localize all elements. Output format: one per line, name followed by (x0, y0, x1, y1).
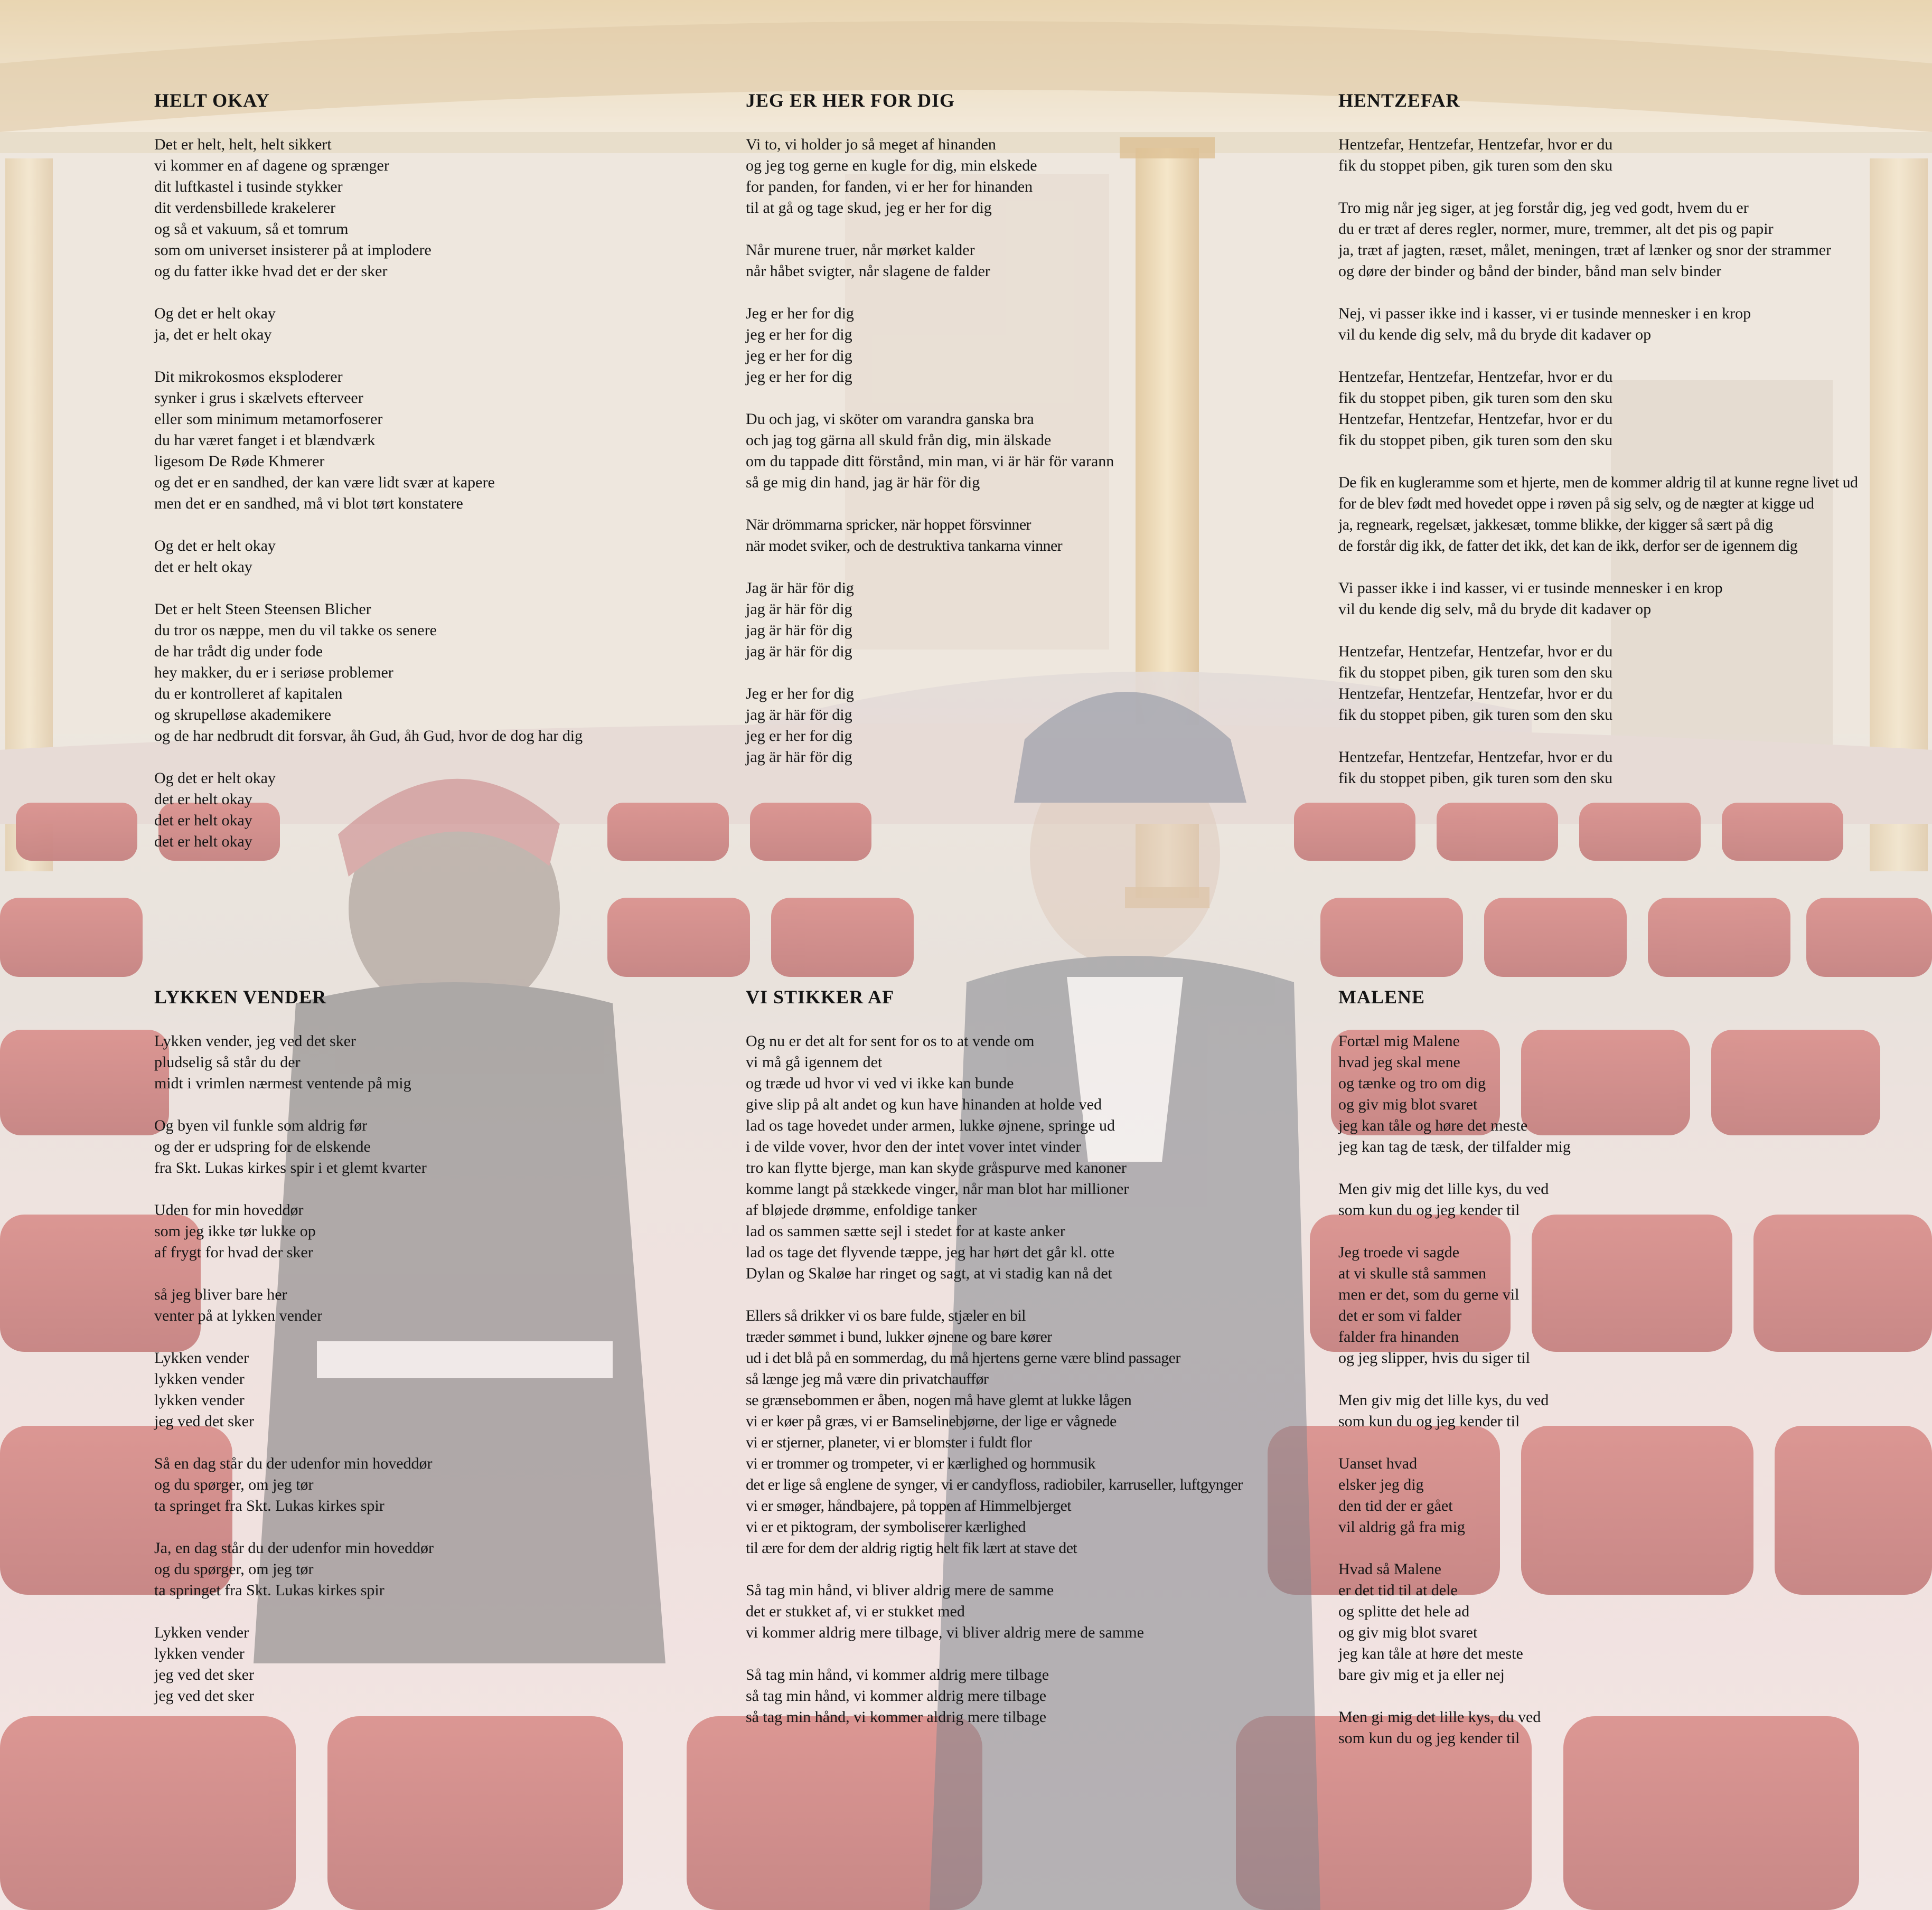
lyric-line: så tag min hånd, vi kommer aldrig mere tilbage (746, 1708, 1047, 1726)
lyric-line: ligesom De Røde Khmerer (154, 453, 325, 470)
lyric-line: så længe jeg må være din privatchauffør (746, 1370, 989, 1388)
lyric-line: og skrupelløse akademikere (154, 706, 331, 723)
lyric-line: ta springet fra Skt. Lukas kirkes spir (154, 1582, 384, 1599)
lyric-line: jeg ved det sker (154, 1413, 255, 1430)
song-title: VI STIKKER AF (746, 986, 895, 1008)
lyric-line: Hentzefar, Hentzefar, Hentzefar, hvor er du (1338, 643, 1613, 660)
lyric-line: lykken vender (154, 1391, 245, 1409)
song-helt-okay (154, 89, 735, 873)
lyric-line: Men gi mig det lille kys, du ved (1338, 1708, 1541, 1726)
lyric-line: Så en dag står du der udenfor min hoveddør (154, 1455, 433, 1472)
stanza (746, 1031, 1327, 1284)
stanza (746, 240, 1327, 282)
lyric-line: hvad jeg skal mene (1338, 1053, 1460, 1071)
lyric-line: midt i vrimlen nærmest ventende på mig (154, 1075, 411, 1092)
lyric-line: du tror os næppe, men du vil takke os senere (154, 622, 437, 639)
lyric-line: og du spørger, om jeg tør (154, 1560, 314, 1578)
stanza (1338, 641, 1919, 726)
song-malene (1338, 985, 1919, 1770)
lyric-line: den tid der er gået (1338, 1497, 1453, 1514)
lyric-line: men er det, som du gerne vil (1338, 1286, 1520, 1303)
lyric-line: og splitte det hele ad (1338, 1603, 1470, 1620)
lyric-line: Så tag min hånd, vi bliver aldrig mere de samme (746, 1582, 1054, 1599)
lyric-line: det er stukket af, vi er stukket med (746, 1603, 965, 1620)
lyric-line: og jeg tog gerne en kugle for dig, min elskede (746, 157, 1037, 174)
lyric-line: det er helt okay (154, 812, 252, 829)
lyric-line: vi er smøger, håndbajere, på toppen af Himmelbjerget (746, 1497, 1071, 1514)
lyric-line: som kun du og jeg kender til (1338, 1413, 1520, 1430)
lyric-line: så tag min hånd, vi kommer aldrig mere tilbage (746, 1687, 1047, 1705)
stanza (746, 134, 1327, 219)
lyric-line: jeg kan tag de tæsk, der tilfalder mig (1338, 1138, 1571, 1155)
lyric-line: jag är här för dig (746, 643, 852, 660)
stanza (154, 1348, 735, 1432)
lyric-line: vil du kende dig selv, må du bryde dit kadaver op (1338, 326, 1652, 343)
lyric-line: og giv mig blot svaret (1338, 1096, 1478, 1113)
stanza (1338, 578, 1919, 620)
lyric-line: Hentzefar, Hentzefar, Hentzefar, hvor er du (1338, 368, 1613, 385)
lyric-line: træder sømmet i bund, lukker øjnene og bare kører (746, 1328, 1052, 1346)
lyric-line: Lykken vender (154, 1624, 249, 1641)
stanza (1338, 1031, 1919, 1158)
lyric-line: vi er stjerner, planeter, vi er blomster i fuldt flor (746, 1434, 1032, 1451)
lyric-line: og giv mig blot svaret (1338, 1624, 1478, 1641)
lyric-line: fik du stoppet piben, gik turen som den sku (1338, 157, 1613, 174)
lyric-line: og du spørger, om jeg tør (154, 1476, 314, 1493)
lyric-line: til at gå og tage skud, jeg er her for dig (746, 199, 992, 217)
lyric-line: Hvad så Malene (1338, 1560, 1441, 1578)
song-vi-stikker-af (746, 985, 1327, 1749)
lyric-line: jag är här för dig (746, 622, 852, 639)
lyric-line: du er træt af deres regler, normer, mure, tremmer, alt det pis og papir (1338, 220, 1774, 238)
lyric-line: og du fatter ikke hvad det er der sker (154, 262, 388, 280)
lyric-line: Men giv mig det lille kys, du ved (1338, 1391, 1549, 1409)
stanza (746, 1664, 1327, 1728)
lyric-line: Og nu er det alt for sent for os to at vende om (746, 1032, 1035, 1050)
lyric-line: jeg er her for dig (746, 326, 852, 343)
lyric-line: dit verdensbillede krakelerer (154, 199, 336, 217)
lyric-line: som om universet insisterer på at implodere (154, 241, 432, 259)
stanza (1338, 134, 1919, 176)
lyric-line: og så et vakuum, så et tomrum (154, 220, 349, 238)
stanza (1338, 747, 1919, 789)
lyric-line: och jag tog gärna all skuld från dig, min älskade (746, 431, 1052, 449)
lyric-line: Ellers så drikker vi os bare fulde, stjæler en bil (746, 1307, 1026, 1324)
stanza (154, 366, 735, 514)
lyric-line: er det tid til at dele (1338, 1582, 1458, 1599)
song-title: MALENE (1338, 986, 1425, 1008)
stanza (1338, 1242, 1919, 1369)
lyric-line: Og byen vil funkle som aldrig før (154, 1117, 368, 1134)
lyric-line: vi er trommer og trompeter, vi er kærlighed og hornmusik (746, 1455, 1095, 1472)
lyric-line: Tro mig når jeg siger, at jeg forstår dig, jeg ved godt, hvem du er (1338, 199, 1749, 217)
lyric-line: som jeg ikke tør lukke op (154, 1222, 316, 1240)
lyric-line: Så tag min hånd, vi kommer aldrig mere tilbage (746, 1666, 1049, 1683)
song-jeg-er-her-for-dig (746, 89, 1327, 789)
lyric-line: falder fra hinanden (1338, 1328, 1459, 1346)
lyric-line: Lykken vender (154, 1349, 249, 1367)
lyric-line: Dit mikrokosmos eksploderer (154, 368, 343, 385)
lyric-line: vil du kende dig selv, må du bryde dit kadaver op (1338, 600, 1652, 618)
lyric-line: de forstår dig ikk, de fatter det ikk, det kan de ikk, derfor ser de igennem dig (1338, 537, 1798, 554)
lyric-line: i de vilde vover, hvor den der intet vover intet vinder (746, 1138, 1081, 1155)
lyric-line: Dylan og Skaløe har ringet og sagt, at vi stadig kan nå det (746, 1265, 1112, 1282)
lyric-line: jag är här för dig (746, 600, 852, 618)
lyric-line: de har trådt dig under fode (154, 643, 323, 660)
lyric-line: og træde ud hvor vi ved vi ikke kan bunde (746, 1075, 1014, 1092)
lyric-line: fik du stoppet piben, gik turen som den sku (1338, 389, 1613, 407)
lyric-line: pludselig så står du der (154, 1053, 301, 1071)
lyric-line: elsker jeg dig (1338, 1476, 1424, 1493)
lyric-line: fik du stoppet piben, gik turen som den sku (1338, 664, 1613, 681)
lyric-line: til ære for dem der aldrig rigtig helt fik lært at stave det (746, 1539, 1077, 1557)
lyric-line: Hentzefar, Hentzefar, Hentzefar, hvor er du (1338, 748, 1613, 766)
lyric-line: som kun du og jeg kender til (1338, 1201, 1520, 1219)
lyric-line: Lykken vender, jeg ved det sker (154, 1032, 357, 1050)
lyric-line: jeg er her for dig (746, 368, 852, 385)
lyric-line: for de blev født med hovedet oppe i røven på sig selv, og de nægter at kigge ud (1338, 495, 1814, 512)
lyric-line: jeg kan tåle og høre det meste (1338, 1117, 1528, 1134)
lyric-line: lykken vender (154, 1370, 245, 1388)
lyric-line: ja, det er helt okay (154, 326, 272, 343)
stanza (1338, 1559, 1919, 1686)
stanza (1338, 1179, 1919, 1221)
lyric-line: vi må gå igennem det (746, 1053, 883, 1071)
lyric-line: Jeg er her for dig (746, 305, 854, 322)
lyric-line: lad os sammen sætte sejl i stedet for at kaste anker (746, 1222, 1065, 1240)
lyric-line: og jeg slipper, hvis du siger til (1338, 1349, 1530, 1367)
lyric-line: ta springet fra Skt. Lukas kirkes spir (154, 1497, 384, 1514)
lyric-line: det er som vi falder (1338, 1307, 1462, 1324)
lyric-line: og døre der binder og bånd der binder, bånd man selv binder (1338, 262, 1722, 280)
lyric-line: Og det er helt okay (154, 537, 276, 554)
lyric-line: Uden for min hoveddør (154, 1201, 304, 1219)
lyric-line: hey makker, du er i seriøse problemer (154, 664, 393, 681)
lyric-line: ud i det blå på en sommerdag, du må hjertens gerne være blind passager (746, 1349, 1180, 1367)
stanza (1338, 303, 1919, 345)
lyric-line: Og det er helt okay (154, 305, 276, 322)
lyric-line: og det er en sandhed, der kan være lidt svær at kapere (154, 474, 495, 491)
lyric-line: Og det er helt okay (154, 769, 276, 787)
song-title: LYKKEN VENDER (154, 986, 327, 1008)
lyric-line: men det er en sandhed, må vi blot tørt konstatere (154, 495, 463, 512)
lyric-line: ja, træt af jagten, ræset, målet, meningen, træt af lænker og snor der strammer (1338, 241, 1832, 259)
lyric-line: af frygt for hvad der sker (154, 1244, 313, 1261)
lyric-line: Vi passer ikke i ind kasser, vi er tusinde mennesker i en krop (1338, 579, 1723, 597)
lyric-line: Jag är här för dig (746, 579, 854, 597)
stanza (1338, 1390, 1919, 1432)
lyric-line: Men giv mig det lille kys, du ved (1338, 1180, 1549, 1198)
stanza (1338, 472, 1919, 557)
stanza (1338, 1707, 1919, 1749)
stanza (1338, 366, 1919, 451)
lyric-line: Det er helt, helt, helt sikkert (154, 136, 332, 153)
lyric-line: fik du stoppet piben, gik turen som den sku (1338, 769, 1613, 787)
lyric-line: Hentzefar, Hentzefar, Hentzefar, hvor er du (1338, 685, 1613, 702)
lyric-line: og de har nedbrudt dit forsvar, åh Gud, åh Gud, hvor de dog har dig (154, 727, 583, 745)
lyric-line: jeg er her for dig (746, 727, 852, 745)
lyric-line: tro kan flytte bjerge, man kan skyde gråspurve med kanoner (746, 1159, 1127, 1177)
lyric-line: fra Skt. Lukas kirkes spir i et glemt kvarter (154, 1159, 427, 1177)
lyric-line: jeg er her for dig (746, 347, 852, 364)
stanza (746, 683, 1327, 768)
lyric-line: lad os tage det flyvende tæppe, jeg har hørt det går kl. otte (746, 1244, 1115, 1261)
lyric-line: og tænke og tro om dig (1338, 1075, 1486, 1092)
lyric-line: jag är här för dig (746, 748, 852, 766)
lyric-line: Uanset hvad (1338, 1455, 1418, 1472)
stanza (746, 514, 1327, 557)
lyric-line: bare giv mig et ja eller nej (1338, 1666, 1505, 1683)
song-hentzefar (1338, 89, 1919, 810)
lyric-line: jeg ved det sker (154, 1687, 255, 1705)
lyric-line: give slip på alt andet og kun have hinanden at holde ved (746, 1096, 1102, 1113)
stanza (154, 1622, 735, 1707)
lyric-line: när modet sviker, och de destruktiva tankarna vinner (746, 537, 1063, 554)
lyric-line: Vi to, vi holder jo så meget af hinanden (746, 136, 996, 153)
lyric-line: du er kontrolleret af kapitalen (154, 685, 343, 702)
lyric-line: fik du stoppet piben, gik turen som den sku (1338, 431, 1613, 449)
lyric-line: lad os tage hovedet under armen, lukke øjnene, springe ud (746, 1117, 1115, 1134)
stanza (1338, 197, 1919, 282)
lyric-line: eller som minimum metamorfoserer (154, 410, 383, 428)
lyric-line: venter på at lykken vender (154, 1307, 323, 1324)
stanza (154, 134, 735, 282)
lyric-line: det er lige så englene de synger, vi er candyfloss, radiobiler, karruseller, luftgynger (746, 1476, 1243, 1493)
stanza (746, 1305, 1327, 1559)
lyric-line: af bløjede drømme, enfoldige tanker (746, 1201, 977, 1219)
lyric-line: synker i grus i skælvets efterveer (154, 389, 363, 407)
lyric-line: at vi skulle stå sammen (1338, 1265, 1486, 1282)
song-lykken-vender (154, 985, 735, 1728)
lyric-line: dit luftkastel i tusinde stykker (154, 178, 343, 195)
lyric-line: når håbet svigter, når slagene de falder (746, 262, 990, 280)
lyric-line: komme langt på stækkede vinger, når man blot har millioner (746, 1180, 1129, 1198)
lyric-line: Hentzefar, Hentzefar, Hentzefar, hvor er du (1338, 410, 1613, 428)
lyric-line: Fortæl mig Malene (1338, 1032, 1460, 1050)
lyric-line: Hentzefar, Hentzefar, Hentzefar, hvor er du (1338, 136, 1613, 153)
lyric-line: som kun du og jeg kender til (1338, 1729, 1520, 1747)
stanza (746, 1580, 1327, 1643)
lyric-line: vi kommer aldrig mere tilbage, vi bliver aldrig mere de samme (746, 1624, 1144, 1641)
song-title: HENTZEFAR (1338, 90, 1460, 111)
lyric-line: jag är här för dig (746, 706, 852, 723)
stanza (154, 1115, 735, 1179)
lyric-line: fik du stoppet piben, gik turen som den sku (1338, 706, 1613, 723)
lyric-line: lykken vender (154, 1645, 245, 1662)
stanza (154, 599, 735, 747)
stanza (154, 1284, 735, 1326)
lyric-line: om du tappade ditt förstånd, min man, vi är här för varann (746, 453, 1114, 470)
lyric-line: Jeg er her for dig (746, 685, 854, 702)
lyric-line: vi er køer på græs, vi er Bamselinebjørne, der lige er vågnede (746, 1413, 1117, 1430)
lyric-line: Du och jag, vi sköter om varandra ganska bra (746, 410, 1034, 428)
lyric-line: så jeg bliver bare her (154, 1286, 287, 1303)
lyric-line: se grænsebommen er åben, nogen må have glemt at lukke lågen (746, 1391, 1132, 1409)
stanza (154, 1200, 735, 1263)
stanza (154, 535, 735, 578)
lyric-line: vi er et piktogram, der symboliserer kærlighed (746, 1518, 1026, 1536)
song-title: JEG ER HER FOR DIG (746, 90, 955, 111)
lyric-line: så ge mig din hand, jag är här för dig (746, 474, 980, 491)
lyric-line: Når murene truer, når mørket kalder (746, 241, 975, 259)
lyric-line: Ja, en dag står du der udenfor min hoveddør (154, 1539, 434, 1557)
stanza (746, 409, 1327, 493)
stanza (1338, 1453, 1919, 1538)
stanza (154, 1453, 735, 1517)
song-title: HELT OKAY (154, 90, 270, 111)
lyric-line: Jeg troede vi sagde (1338, 1244, 1460, 1261)
stanza (746, 578, 1327, 662)
lyric-line: du har været fanget i et blændværk (154, 431, 376, 449)
lyric-line: for panden, for fanden, vi er her for hinanden (746, 178, 1033, 195)
lyric-line: vil aldrig gå fra mig (1338, 1518, 1465, 1536)
stanza (154, 303, 735, 345)
stanza (154, 768, 735, 852)
lyric-line: det er helt okay (154, 558, 252, 576)
lyric-line: Nej, vi passer ikke ind i kasser, vi er tusinde mennesker i en krop (1338, 305, 1751, 322)
lyric-line: vi kommer en af dagene og sprænger (154, 157, 389, 174)
stanza (154, 1538, 735, 1601)
lyric-line: ja, regneark, regelsæt, jakkesæt, tomme blikke, der kigger så sært på dig (1338, 516, 1773, 533)
lyric-line: jeg ved det sker (154, 1666, 255, 1683)
stanza (154, 1031, 735, 1094)
stanza (746, 303, 1327, 388)
lyric-line: og der er udspring for de elskende (154, 1138, 371, 1155)
lyric-line: När drömmarna spricker, när hoppet försvinner (746, 516, 1031, 533)
lyric-line: De fik en kugleramme som et hjerte, men de kommer aldrig til at kunne regne livet ud (1338, 474, 1858, 491)
lyric-line: det er helt okay (154, 791, 252, 808)
lyric-line: det er helt okay (154, 833, 252, 850)
lyric-line: jeg kan tåle at høre det meste (1338, 1645, 1523, 1662)
lyric-line: Det er helt Steen Steensen Blicher (154, 600, 371, 618)
